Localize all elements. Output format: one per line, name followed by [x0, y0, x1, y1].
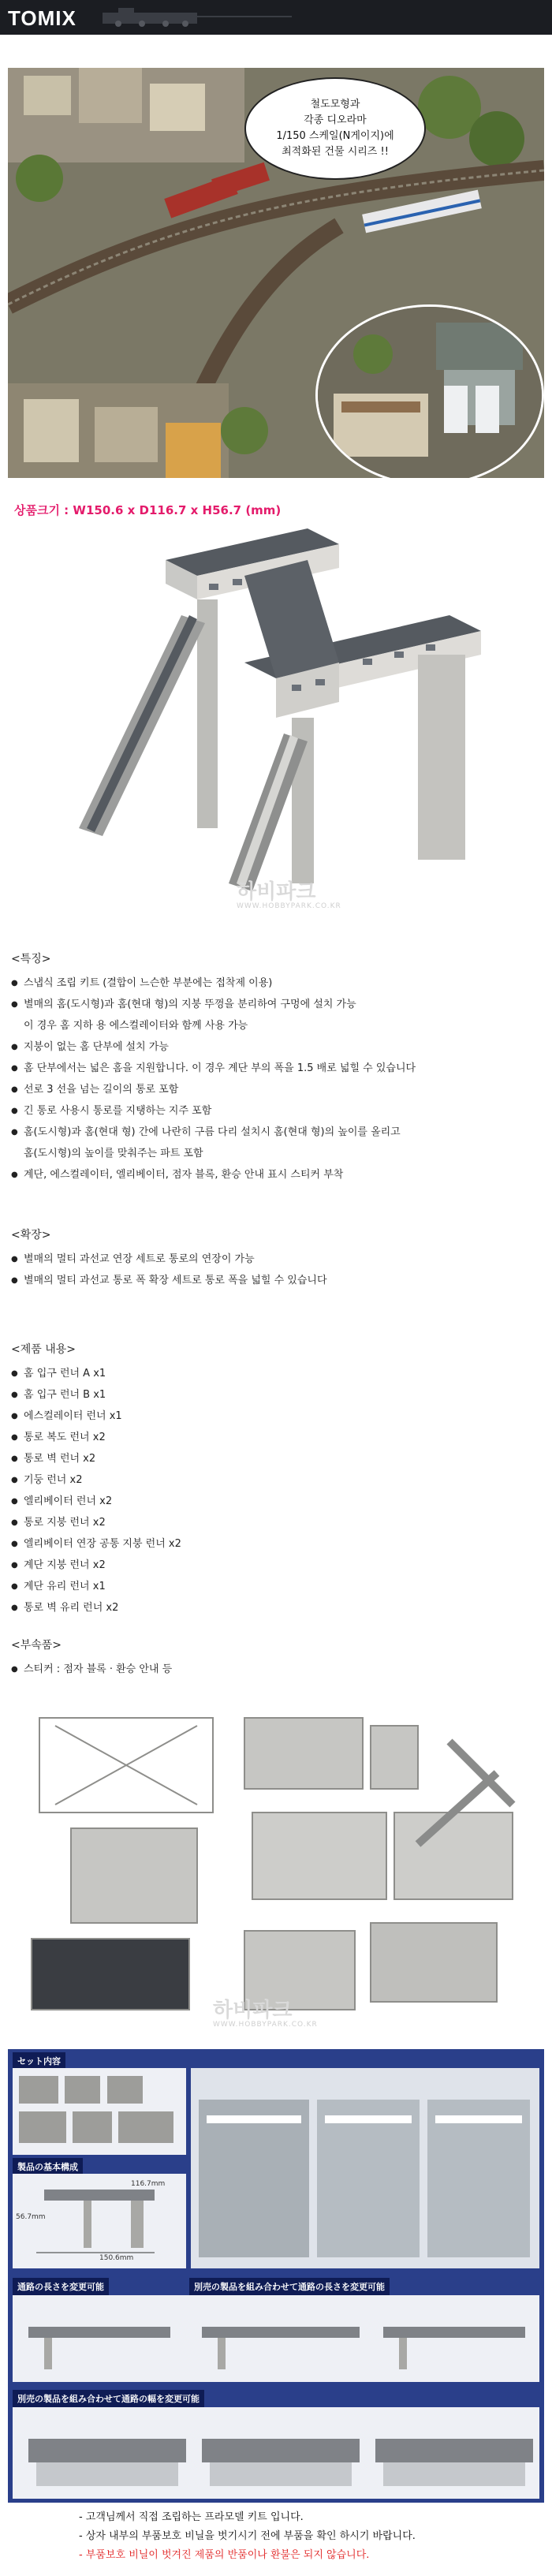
- product-size-label: 상품크기 : W150.6 x D116.7 x H56.7 (mm): [14, 503, 282, 517]
- set-contents-tag: セット内容: [13, 2052, 65, 2070]
- footer-note-1: - 고객님께서 직접 조립하는 프라모델 키트 입니다.: [79, 2511, 304, 2523]
- bullet-icon: ●: [11, 1476, 18, 1484]
- features-section: [11, 950, 541, 1185]
- contents-item: ● 엘리베이터 연장 공통 지붕 런너 x2: [11, 1533, 541, 1555]
- bullet-icon: ●: [11, 1276, 18, 1285]
- dimension-width: 150.6mm: [99, 2254, 134, 2262]
- feature-item: ● 긴 통로 사용시 통로를 지탱하는 지주 포함: [11, 1100, 541, 1122]
- bullet-icon: ●: [11, 1064, 18, 1073]
- parts-watermark-url: WWW.HOBBYPARK.CO.KR: [213, 2021, 318, 2029]
- accessories-section: [11, 1637, 541, 1680]
- feature-item: ● 별매의 홈(도시형)과 홈(현대 형)의 지붕 뚜껑을 분리하여 구멍에 설치 가능: [11, 994, 541, 1015]
- contents-item: ● 에스컬레이터 런너 x1: [11, 1406, 541, 1427]
- feature-item: ● 선로 3 선을 넘는 길이의 통로 포함: [11, 1079, 541, 1100]
- bullet-icon: ●: [11, 1412, 18, 1421]
- footer-notes: [79, 2508, 536, 2565]
- diorama-photo: [8, 68, 544, 478]
- length-extension-tag: 別売の製品を組み合わせて通路の長さを変更可能: [189, 2278, 390, 2295]
- bubble-line-3: 1/150 스케일(N게이지)에: [276, 130, 394, 142]
- contents-item: ● 통로 지붕 런너 x2: [11, 1512, 541, 1533]
- feature-item: ● 지붕이 없는 홈 단부에 설치 가능: [11, 1036, 541, 1058]
- bullet-icon: ●: [11, 1000, 18, 1009]
- contents-item: ● 계단 지붕 런너 x2: [11, 1555, 541, 1576]
- bullet-icon: ●: [11, 1369, 18, 1378]
- expansion-section: [11, 1226, 541, 1291]
- instruction-panel: [8, 2049, 544, 2503]
- bullet-icon: ●: [11, 1128, 18, 1137]
- speech-bubble: [244, 77, 426, 180]
- feature-subitem: 홈(도시형)의 높이를 맞춰주는 파트 포함: [24, 1148, 203, 1159]
- accessories-item: ● 스티커 : 점자 블록 · 환승 안내 등: [11, 1659, 541, 1680]
- expansion-title: <확장>: [11, 1229, 51, 1241]
- bullet-icon: ●: [11, 1497, 18, 1506]
- bullet-icon: ●: [11, 1454, 18, 1463]
- feature-item: ● 계단, 에스컬레이터, 엘리베이터, 점자 블록, 환승 안내 표시 스티커 부착: [11, 1164, 541, 1185]
- contents-item: ● 통로 복도 런너 x2: [11, 1427, 541, 1448]
- contents-item: ● 기둥 런너 x2: [11, 1469, 541, 1491]
- bullet-icon: ●: [11, 1391, 18, 1399]
- feature-item: ● 스냅식 조립 키트 (결합이 느슨한 부분에는 접착제 이용): [11, 973, 541, 994]
- dimension-height: 56.7mm: [16, 2213, 46, 2221]
- bullet-icon: ●: [11, 1561, 18, 1570]
- feature-item: ● 홈(도시형)과 홈(현대 형) 간에 나란히 구름 다리 설치시 홈(현대 형)의 높이를 올리고: [11, 1122, 541, 1143]
- bullet-icon: ●: [11, 1540, 18, 1548]
- width-change-box: [13, 2407, 539, 2499]
- contents-item: ● 홈 입구 런너 A x1: [11, 1363, 541, 1384]
- bubble-line-1: 철도모형과: [310, 99, 360, 110]
- contents-item: ● 통로 벽 런너 x2: [11, 1448, 541, 1469]
- contents-item: ● 계단 유리 런너 x1: [11, 1576, 541, 1597]
- closeup-inset-photo: [315, 304, 544, 478]
- contents-item: ● 엘리베이터 런너 x2: [11, 1491, 541, 1512]
- footer-note-2: - 상자 내부의 부품보호 비닐을 벗기시기 전에 부품을 확인 하시기 바랍니다.: [79, 2530, 416, 2542]
- parts-runners-illustration: [8, 1694, 544, 2041]
- basic-config-box: [13, 2174, 186, 2268]
- contents-item: ● 홈 입구 런너 B x1: [11, 1384, 541, 1406]
- dimension-depth: 116.7mm: [131, 2180, 166, 2188]
- bullet-icon: ●: [11, 1518, 18, 1527]
- bubble-line-4: 최적화된 건물 시리즈 !!: [282, 146, 389, 158]
- tomix-logo: TOMIX: [8, 6, 76, 30]
- feature-subitem: 이 경우 홈 지하 용 에스컬레이터와 함께 사용 가능: [24, 1020, 248, 1032]
- length-change-box: [13, 2295, 539, 2382]
- contents-item: ● 통로 벽 유리 런너 x2: [11, 1597, 541, 1618]
- overpass-model-illustration: [8, 497, 544, 939]
- bubble-line-2: 각종 디오라마: [304, 114, 367, 126]
- footer-note-warning: - 부품보호 비닐이 벗겨진 제품의 반품이나 환불은 되지 않습니다.: [79, 2549, 370, 2561]
- bullet-icon: ●: [11, 1603, 18, 1612]
- brand-header: [0, 0, 552, 35]
- watermark-url: WWW.HOBBYPARK.CO.KR: [237, 902, 341, 910]
- accessories-title: <부속품>: [11, 1639, 62, 1652]
- basic-config-tag: 製品の基本構成: [13, 2158, 83, 2175]
- contents-section: [11, 1341, 541, 1618]
- bullet-icon: ●: [11, 1170, 18, 1179]
- bullet-icon: ●: [11, 1665, 18, 1674]
- expansion-item: ● 별매의 멀티 과선교 통로 폭 확장 세트로 통로 폭을 넓힐 수 있습니다: [11, 1270, 541, 1291]
- parts-runner-photo: [8, 1694, 544, 2041]
- locomotive-silhouette-icon: [95, 6, 300, 27]
- features-title: <특징>: [11, 953, 51, 965]
- bullet-icon: ●: [11, 1582, 18, 1591]
- width-change-tag: 別売の製品を組み合わせて通路の幅を変更可能: [13, 2390, 204, 2407]
- set-contents-box: [13, 2068, 186, 2155]
- watermark: 하비파크: [237, 880, 316, 904]
- contents-title: <제품 내용>: [11, 1343, 76, 1356]
- usage-example-box: [191, 2068, 539, 2268]
- feature-item: ● 홈 단부에서는 넓은 홈을 지원합니다. 이 경우 계단 부의 폭을 1.5 배로 넓힐 수 있습니다: [11, 1058, 541, 1079]
- bullet-icon: ●: [11, 979, 18, 987]
- bullet-icon: ●: [11, 1107, 18, 1115]
- parts-watermark: 하비파크: [213, 1999, 293, 2022]
- length-change-tag: 通路の長さを変更可能: [13, 2278, 109, 2295]
- product-photo: [8, 497, 544, 939]
- bullet-icon: ●: [11, 1433, 18, 1442]
- bullet-icon: ●: [11, 1043, 18, 1051]
- expansion-item: ● 별매의 멀티 과선교 연장 세트로 통로의 연장이 가능: [11, 1249, 541, 1270]
- bullet-icon: ●: [11, 1085, 18, 1094]
- bullet-icon: ●: [11, 1255, 18, 1264]
